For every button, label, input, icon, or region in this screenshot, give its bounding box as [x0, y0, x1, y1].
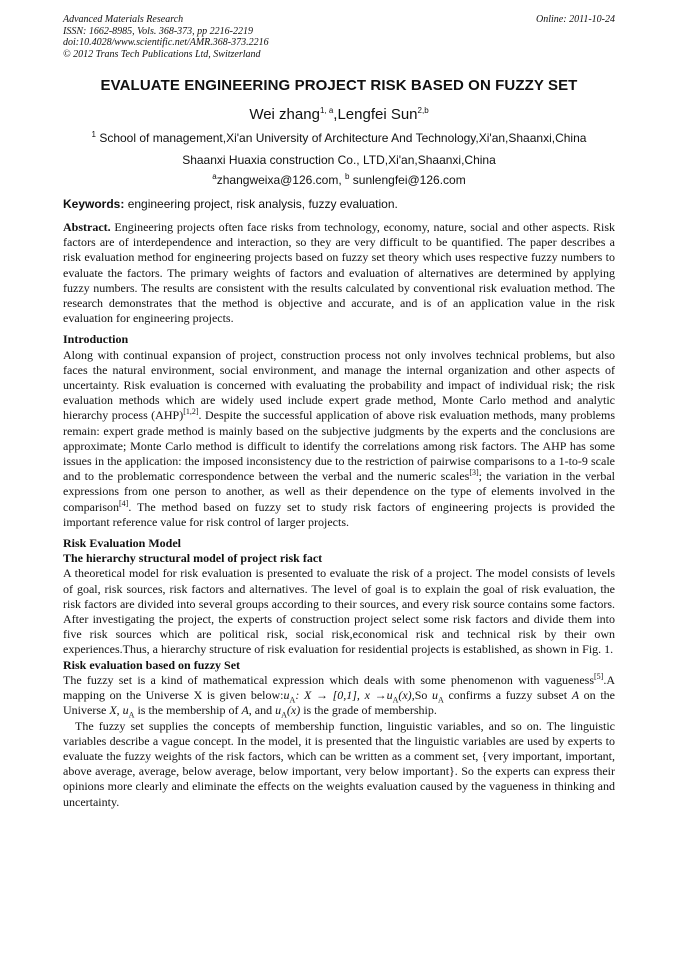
- journal-header: [63, 14, 615, 60]
- fuzzy-set-paragraph-2: The fuzzy set supplies the concepts of membership function, linguistic variables, and so on. The linguistic variables describe a vague concept. In the model, it is presented that the linguistic variables are used by experts to evaluate the fuzzy weights of the risk factors, which can be written as a comment set, {very important, important, above average, average, below average, below important, very below important}. So the experts can express their opinions more clearly and eliminate the effects on the weights evaluation caused by the vagueness in thinking and uncertainty.: [63, 718, 615, 809]
- fuzzy-text-b: .A mapping on the Universe X is given below:: [63, 672, 615, 703]
- abstract-text: Engineering projects often face risks from technology, economy, nature, social and other aspects. Risk factors are of interdependence and interaction, so they are very difficult to be quantified. The paper describes a risk evaluation method for engineering projects based on fuzzy set theory which uses respective fuzzy numbers to evaluate the factors. The primary weights of factors and evaluation of alternatives are determined by applying fuzzy numbers. The results are consistent with the results calculated by conventional risk evaluation method. The research demonstrates that the method is objective and accurate, and is of an application value in the risk evaluation for engineering projects.: [63, 220, 615, 326]
- math-of-x: (x): [398, 688, 412, 703]
- email-b: sunlengfei@126.com: [349, 173, 466, 187]
- math-sub-A: A: [289, 695, 296, 705]
- math-u: u: [275, 703, 282, 718]
- fuzzy-text-j: is the grade of membership.: [300, 703, 437, 718]
- hierarchy-paragraph: A theoretical model for risk evaluation is presented to evaluate the risk of a project. The model consists of levels of goal, risk sources, risk factors and alternatives. The level of goal is to explain the goal of risk evaluation, the risk factors are divided into several groups according to their sources, and every risk source contains some factors. After investigating the project, the experts of construction project select some risk factors and divide them into five risk sources which are political risk, social risk,economical risk and technical risk by their own experiences.Thus, a hierarchy structure of risk evaluation for residential projects is established, as shown in Fig. 1.: [63, 566, 615, 657]
- online-date: Online: 2011-10-24: [536, 14, 615, 25]
- fuzzy-text-d: ,So: [411, 688, 433, 703]
- author-1: Wei zhang: [249, 106, 320, 123]
- introduction-heading: Introduction: [63, 332, 129, 347]
- emails: [63, 171, 615, 189]
- intro-text-2: . Despite the successful application of above risk evaluation methods, many problems remain: expert grade method is mainly based on the subjective judgments by the experts and the conclusions are approximate; Monte Carlo method is difficult to identify the correlations among risk factors. The AHP has some issues in the application: the imposed inconsistency due to the restriction of pairwise comparisons to a 1-to-9 scale and to the problematic correspondence between the verbal and the numeric scales: [63, 408, 615, 484]
- math-u: u: [386, 688, 393, 703]
- intro-text-3: ; the variation in the verbal expressions from one person to another, as well as their dependence on the type of elements involved in the comparison: [63, 469, 616, 514]
- math-sub-A: A: [392, 695, 399, 705]
- author-2: Lengfei Sun: [337, 106, 418, 123]
- risk-evaluation-model-heading: Risk Evaluation Model: [63, 536, 182, 551]
- fuzzy-set-paragraph-1: [63, 673, 615, 719]
- email-a: zhangweixa@126.com,: [216, 173, 345, 187]
- keywords-text: engineering project, risk analysis, fuzzy evaluation.: [124, 197, 398, 211]
- math-A: A: [571, 688, 580, 703]
- keywords: [63, 197, 615, 211]
- authors: [63, 106, 615, 123]
- fuzzy-text-f: on the Universe: [63, 688, 615, 718]
- math-A: A: [241, 703, 249, 718]
- fuzzy-text-e: confirms a fuzzy subset: [443, 688, 572, 703]
- journal-name: Advanced Materials Research: [63, 14, 184, 25]
- math-sub-A: A: [128, 710, 135, 720]
- email-a-sup: a: [212, 172, 217, 181]
- copyright: © 2012 Trans Tech Publications Ltd, Switzerland: [63, 48, 261, 60]
- citation: [3]: [469, 468, 479, 478]
- fuzzy-text-a: The fuzzy set is a kind of mathematical expression which deals with some phenomenon with vagueness: [63, 672, 594, 687]
- math-of-x: (x): [286, 703, 301, 718]
- introduction-paragraph: [63, 348, 615, 530]
- aff1-text: School of management,Xi'an University of Architecture And Technology,Xi'an,Shaanxi,China: [96, 131, 587, 145]
- abstract: [63, 220, 615, 326]
- math-sub-A: A: [281, 710, 287, 720]
- paper-page: [63, 14, 615, 810]
- citation: [1,2]: [183, 407, 199, 417]
- fuzzy-text-i: , and: [248, 703, 276, 718]
- math-u: u: [283, 688, 290, 703]
- math-arrow: →: [369, 688, 387, 703]
- math-u: u: [432, 688, 439, 703]
- hierarchy-subheading: The hierarchy structural model of project risk fact: [63, 551, 323, 566]
- keywords-label: Keywords:: [63, 197, 125, 211]
- fuzzy-text-g: ,: [116, 703, 123, 718]
- issn: ISSN: 1662-8985, Vols. 368-373, pp 2216-2219: [63, 25, 253, 37]
- math-sub-A: A: [438, 695, 444, 705]
- author-2-sup: 2,b: [417, 106, 429, 115]
- intro-text-1: Along with continual expansion of project, construction process not only involves technical problems, but also faces the natural environment, social environment, and manage the internal organization and other aspects of uncertainty. Risk evaluation is concerned with evaluating the probability and impact of individual risk; the risk evaluation methods which are widely used include expert grade method, Monte Carlo method and analytic hierarchy process (AHP): [63, 347, 615, 423]
- math-mapping: : X → [0,1],: [295, 688, 365, 703]
- doi: doi:10.4028/www.scientific.net/AMR.368-373.2216: [63, 37, 269, 48]
- author-1-sup: 1, a: [319, 106, 334, 115]
- paper-title: EVALUATE ENGINEERING PROJECT RISK BASED ON FUZZY SET: [100, 77, 578, 94]
- aff1-sup: 1: [91, 130, 96, 139]
- email-b-sup: b: [345, 172, 350, 181]
- citation: [4]: [119, 498, 129, 508]
- citation: [5]: [594, 671, 604, 681]
- math-u: u: [122, 703, 129, 718]
- abstract-label: Abstract.: [63, 220, 111, 234]
- math-X: X: [109, 703, 117, 718]
- affiliation-1: [63, 127, 615, 149]
- affiliation-2: Shaanxi Huaxia construction Co., LTD,Xi'an,Shaanxi,China: [182, 153, 496, 167]
- fuzzy-set-subheading: Risk evaluation based on fuzzy Set: [63, 657, 241, 672]
- fuzzy-text-h: is the membership of: [134, 703, 242, 718]
- affiliations: [63, 127, 615, 171]
- math-x: x: [364, 688, 370, 703]
- intro-text-4: . The method based on fuzzy set to study risk factors of engineering projects is provided the important reference value for risk control of larger projects.: [63, 499, 615, 529]
- author-sep: ,: [333, 106, 338, 123]
